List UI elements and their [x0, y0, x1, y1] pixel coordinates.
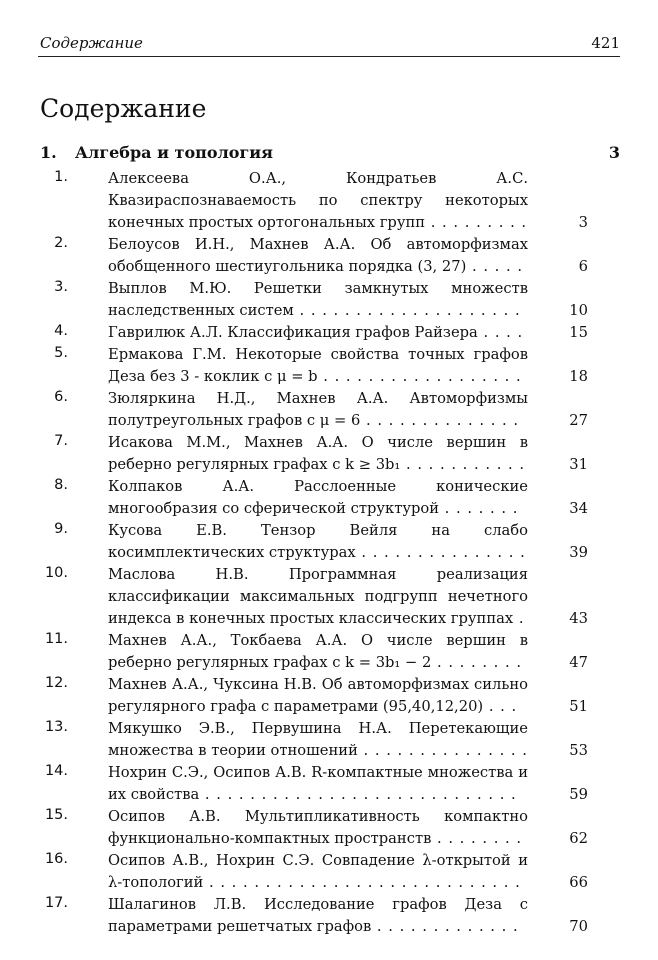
entry-title: Осипов А.В. Мультипликативность компактно функционально-компактных пространств: [108, 808, 528, 847]
entry-title: Алексеева О.А., Кондратьев А.С. Квазираспознаваемость по спектру некоторых конечных простых ортогональных групп: [108, 170, 528, 231]
dot-leader: . . . . . . . . . . . . . . . . . . . . . . . . . . . .: [203, 874, 521, 891]
toc-entry[interactable]: [0, 322, 658, 344]
running-head: [38, 30, 620, 57]
dot-leader: . . . . . . . . .: [425, 214, 528, 231]
toc-entry[interactable]: [0, 520, 658, 564]
entry-title: Мякушко Э.В., Первушина Н.А. Перетекающие множества в теории отношений: [108, 720, 528, 759]
entry-number: 8.: [54, 477, 68, 493]
entry-number: 6.: [54, 389, 68, 405]
dot-leader: . . . . . . . . . . . . . . .: [355, 544, 526, 561]
toc-entries: [0, 168, 658, 938]
entry-title: Ермакова Г.М. Некоторые свойства точных графов Деза без 3 - коклик с μ = b: [108, 346, 528, 385]
dot-leader: . . . . . . . . . . . . . . . . . .: [317, 368, 522, 385]
dot-leader: . . . . .: [466, 258, 523, 275]
toc-entry[interactable]: [0, 344, 658, 388]
entry-page: 51: [569, 698, 588, 715]
entry-page: 59: [569, 786, 588, 803]
entry-text-block: [108, 322, 528, 344]
toc-entry[interactable]: [0, 762, 658, 806]
entry-page: 47: [569, 654, 588, 671]
entry-text-block: [108, 894, 528, 938]
entry-text-block: [108, 476, 528, 520]
toc-entry[interactable]: [0, 564, 658, 630]
dot-leader: . . . . . . . . . . . . . . . . . . . . . . . . . . . .: [199, 786, 517, 803]
entry-number: 5.: [54, 345, 68, 361]
entry-page: 3: [578, 214, 588, 231]
entry-title: Махнев А.А., Чуксина Н.В. Об автоморфизмах сильно регулярного графа с параметрами (95,40,12,20): [108, 676, 528, 715]
toc-entry[interactable]: [0, 630, 658, 674]
entry-text-block: [108, 344, 528, 388]
entry-number: 12.: [44, 675, 68, 691]
dot-leader: . . . . . . . . . . . . . . .: [357, 742, 528, 759]
entry-page: 10: [569, 302, 588, 319]
entry-page: 39: [569, 544, 588, 561]
entry-title: Выплов М.Ю. Решетки замкнутых множеств наследственных систем: [108, 280, 528, 319]
entry-title: Колпаков А.А. Расслоенные конические многообразия со сферической структурой: [108, 478, 528, 517]
entry-title: Кусова Е.В. Тензор Вейля на слабо косимплектических структурах: [108, 522, 528, 561]
entry-title: Шалагинов Л.В. Исследование графов Деза с параметрами решетчатых графов: [108, 896, 528, 935]
toc-entry[interactable]: [0, 718, 658, 762]
entry-title: Белоусов И.Н., Махнев А.А. Об автоморфизмах обобщенного шестиугольника порядка (3, 27): [108, 236, 528, 275]
entry-title: Осипов А.В., Нохрин С.Э. Совпадение λ-открытой и λ-топологий: [108, 852, 528, 891]
toc-entry[interactable]: [0, 234, 658, 278]
entry-number: 15.: [44, 807, 68, 823]
entry-number: 1.: [54, 169, 68, 185]
entry-page: 31: [569, 456, 588, 473]
entry-text-block: [108, 806, 528, 850]
entry-text-block: [108, 388, 528, 432]
toc-entry[interactable]: [0, 432, 658, 476]
entry-title: Нохрин С.Э., Осипов А.В. R-компактные множества и их свойства: [108, 764, 528, 803]
dot-leader: . . . . . . . .: [431, 654, 523, 671]
entry-number: 10.: [44, 565, 68, 581]
dot-leader: . . . . . . . . . . .: [400, 456, 526, 473]
entry-number: 13.: [44, 719, 68, 735]
dot-leader: . . . . . . . . . . . . .: [371, 918, 519, 935]
entry-number: 3.: [54, 279, 68, 295]
entry-text-block: [108, 762, 528, 806]
entry-page: 43: [569, 610, 588, 627]
entry-number: 11.: [44, 631, 68, 647]
entry-title: Гаврилюк А.Л. Классификация графов Райзера: [108, 324, 478, 341]
entry-number: 14.: [44, 763, 68, 779]
toc-entry[interactable]: [0, 850, 658, 894]
page-number: 421: [591, 34, 620, 52]
entry-text-block: [108, 168, 528, 234]
dot-leader: . . . .: [477, 324, 524, 341]
section-heading[interactable]: [40, 143, 620, 167]
entry-page: 66: [569, 874, 588, 891]
entry-text-block: [108, 234, 528, 278]
dot-leader: . . .: [483, 698, 518, 715]
entry-page: 18: [569, 368, 588, 385]
entry-title: Маслова Н.В. Программная реализация классификации максимальных подгрупп нечетного индекса в конечных простых классических группах: [108, 566, 528, 627]
entry-text-block: [108, 278, 528, 322]
entry-number: 16.: [44, 851, 68, 867]
entry-number: 2.: [54, 235, 68, 251]
entry-text-block: [108, 674, 528, 718]
entry-page: 15: [569, 324, 588, 341]
entry-text-block: [108, 520, 528, 564]
section-title: Алгебра и топология: [75, 143, 273, 162]
entry-text-block: [108, 564, 528, 630]
entry-page: 27: [569, 412, 588, 429]
entry-text-block: [108, 432, 528, 476]
toc-entry[interactable]: [0, 894, 658, 938]
entry-text-block: [108, 718, 528, 762]
toc-entry[interactable]: [0, 806, 658, 850]
dot-leader: . . . . . . . . . . . . . .: [360, 412, 520, 429]
toc-entry[interactable]: [0, 278, 658, 322]
entry-title: Исакова М.М., Махнев А.А. О числе вершин в реберно регулярных графах с k ≥ 3b₁: [108, 434, 528, 473]
entry-number: 4.: [54, 323, 68, 339]
section-page: 3: [608, 143, 620, 162]
entry-number: 7.: [54, 433, 68, 449]
entry-page: 34: [569, 500, 588, 517]
dot-leader: .: [513, 610, 525, 627]
entry-page: 6: [578, 258, 588, 275]
entry-text-block: [108, 850, 528, 894]
entry-page: 70: [569, 918, 588, 935]
section-number: 1.: [40, 143, 57, 162]
entry-page: 53: [569, 742, 588, 759]
entry-title: Зюляркина Н.Д., Махнев А.А. Автоморфизмы полутреугольных графов с μ = 6: [108, 390, 528, 429]
toc-entry[interactable]: [0, 168, 658, 234]
entry-number: 9.: [54, 521, 68, 537]
dot-leader: . . . . . . .: [439, 500, 519, 517]
dot-leader: . . . . . . . . . . . . . . . . . . . .: [293, 302, 521, 319]
toc-entry[interactable]: [0, 388, 658, 432]
toc-entry[interactable]: [0, 674, 658, 718]
running-head-title: Содержание: [40, 34, 143, 52]
entry-title: Махнев А.А., Токбаева А.А. О числе вершин в реберно регулярных графах с k = 3b₁ − 2: [108, 632, 528, 671]
dot-leader: . . . . . . . .: [431, 830, 523, 847]
entry-page: 62: [569, 830, 588, 847]
toc-entry[interactable]: [0, 476, 658, 520]
entry-text-block: [108, 630, 528, 674]
page-title: Содержание: [40, 94, 207, 123]
entry-number: 17.: [44, 895, 68, 911]
